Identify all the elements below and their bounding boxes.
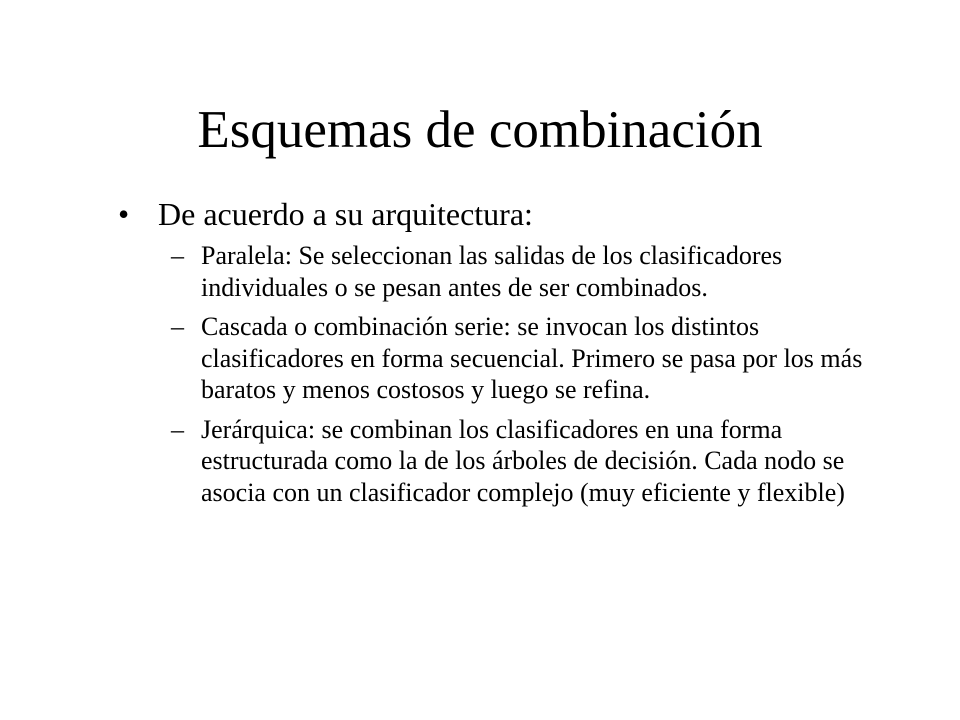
sub-bullet-text: Paralela: Se seleccionan las salidas de los clasificadores individuales o se pesan antes de ser combinados. bbox=[201, 241, 783, 302]
slide-title: Esquemas de combinación bbox=[197, 101, 763, 159]
sub-bullet-text: Cascada o combinación serie: se invocan los distintos clasificadores en forma secuencial. Primero se pasa por los más baratos y menos costosos y luego se refina. bbox=[201, 312, 863, 404]
dash-icon: – bbox=[171, 241, 184, 270]
bullet-text: De acuerdo a su arquitectura: bbox=[158, 196, 533, 232]
bullet-dot-icon: • bbox=[118, 196, 130, 232]
sub-bullet-item bbox=[171, 414, 871, 509]
dash-icon: – bbox=[171, 312, 184, 341]
sub-bullet-list bbox=[171, 240, 871, 516]
sub-bullet-item bbox=[171, 240, 871, 303]
sub-bullet-text: Jerárquica: se combinan los clasificadores en una forma estructurada como la de los árboles de decisión. Cada nodo se asocia con un clasificador complejo (muy eficiente y flexible) bbox=[201, 414, 845, 507]
sub-bullet-item bbox=[171, 311, 871, 406]
dash-icon: – bbox=[171, 414, 184, 444]
